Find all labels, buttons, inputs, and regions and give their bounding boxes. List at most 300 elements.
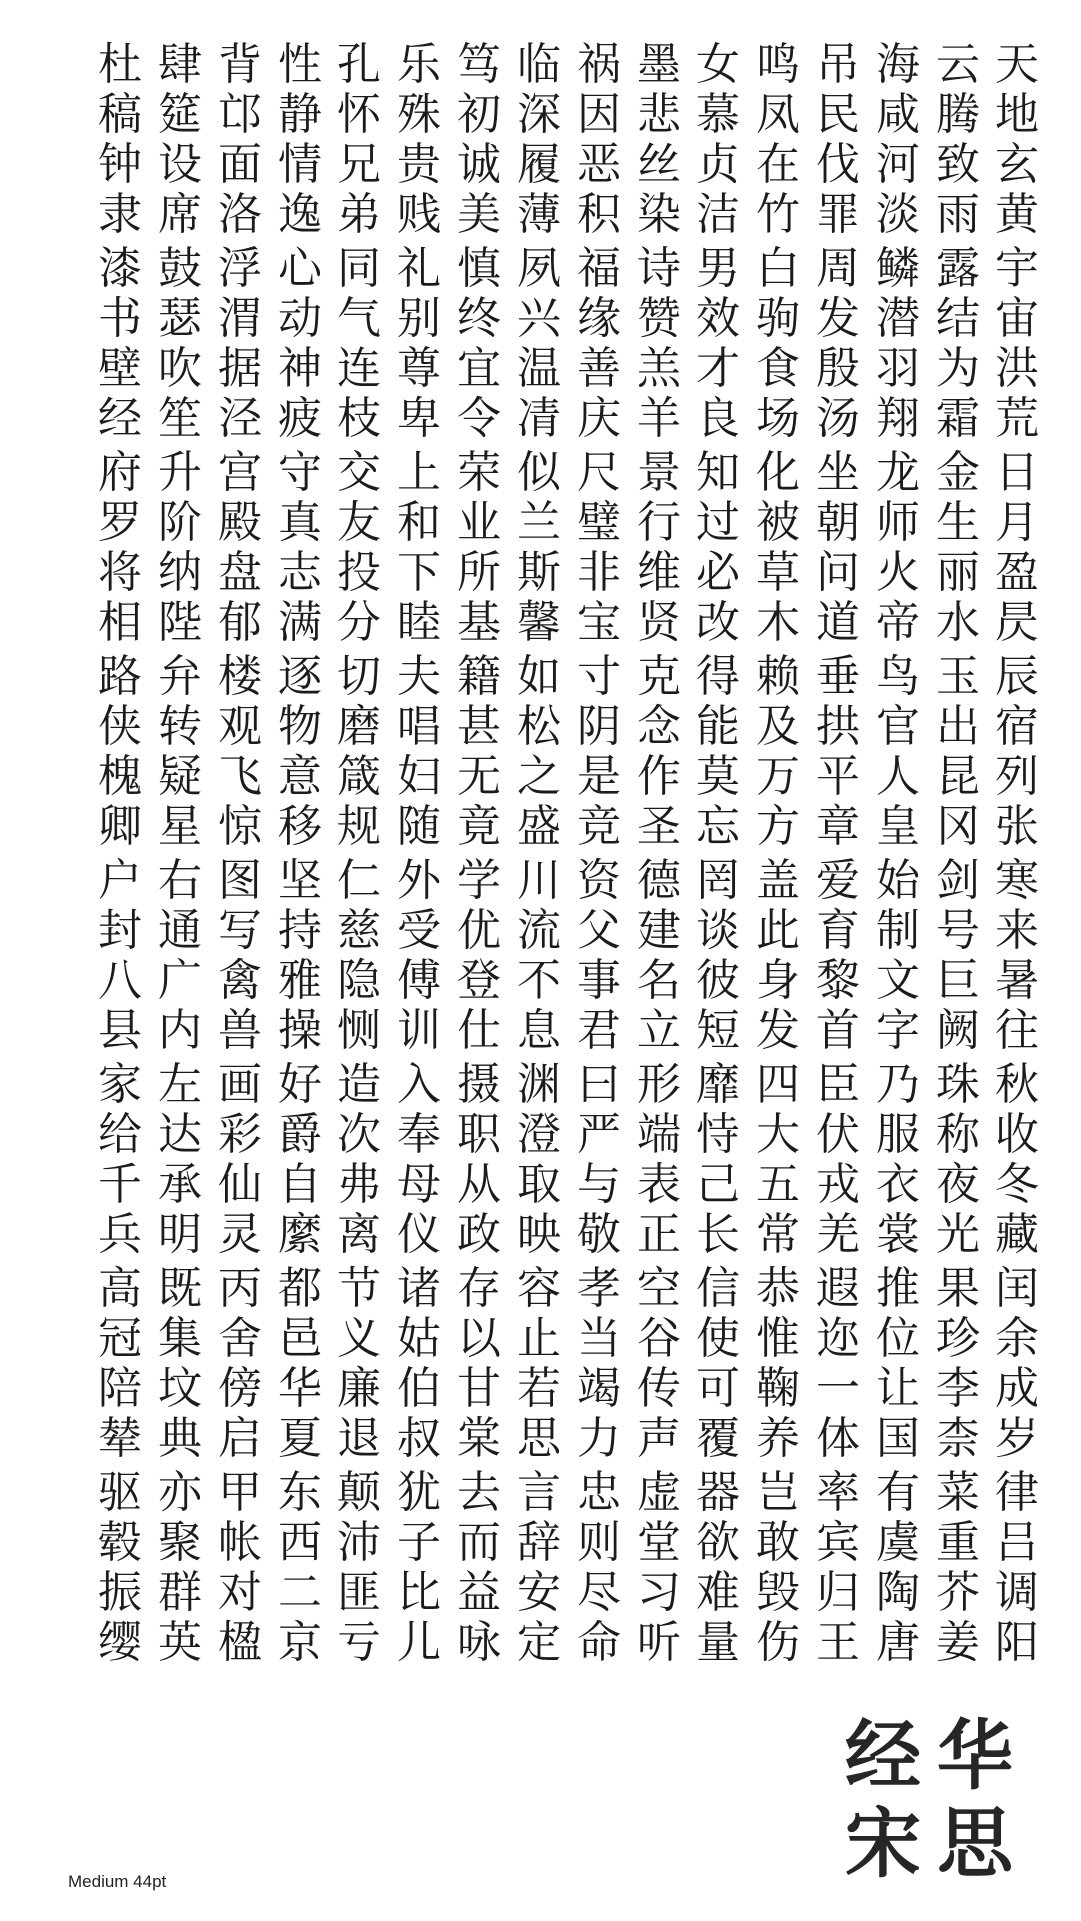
hanzi-glyph: 终 bbox=[457, 293, 501, 344]
hanzi-glyph: 维 bbox=[637, 547, 681, 598]
hanzi-glyph: 习 bbox=[637, 1567, 681, 1618]
hanzi-glyph: 达 bbox=[158, 1109, 202, 1160]
hanzi-glyph: 洛 bbox=[218, 189, 262, 240]
hanzi-glyph: 相 bbox=[98, 597, 142, 648]
hanzi-glyph: 称 bbox=[936, 1109, 980, 1160]
hanzi-glyph: 县 bbox=[98, 1005, 142, 1056]
hanzi-glyph: 亦 bbox=[158, 1467, 202, 1518]
hanzi-glyph: 内 bbox=[158, 1005, 202, 1056]
hanzi-glyph: 赖 bbox=[756, 651, 800, 702]
hanzi-glyph: 奉 bbox=[397, 1109, 441, 1160]
hanzi-glyph: 发 bbox=[756, 1005, 800, 1056]
hanzi-glyph: 阶 bbox=[158, 497, 202, 548]
hanzi-glyph: 自 bbox=[278, 1159, 322, 1210]
hanzi-glyph: 过 bbox=[696, 497, 740, 548]
hanzi-glyph: 剑 bbox=[936, 855, 980, 906]
hanzi-glyph: 基 bbox=[457, 597, 501, 648]
hanzi-glyph: 裳 bbox=[876, 1209, 920, 1260]
verse-column bbox=[573, 448, 625, 648]
hanzi-glyph: 吕 bbox=[995, 1517, 1039, 1568]
hanzi-glyph: 次 bbox=[337, 1109, 381, 1160]
hanzi-glyph: 谷 bbox=[637, 1313, 681, 1364]
verse-column bbox=[214, 40, 266, 240]
verse-column bbox=[333, 1264, 385, 1464]
hanzi-glyph: 集 bbox=[158, 1313, 202, 1364]
hanzi-glyph: 空 bbox=[637, 1263, 681, 1314]
hanzi-glyph: 京 bbox=[278, 1617, 322, 1668]
hanzi-glyph: 端 bbox=[637, 1109, 681, 1160]
hanzi-glyph: 既 bbox=[158, 1263, 202, 1314]
hanzi-glyph: 伯 bbox=[397, 1363, 441, 1414]
hanzi-glyph: 仙 bbox=[218, 1159, 262, 1210]
hanzi-glyph: 让 bbox=[876, 1363, 920, 1414]
hanzi-glyph: 杜 bbox=[98, 39, 142, 90]
hanzi-glyph: 暑 bbox=[995, 955, 1039, 1006]
hanzi-glyph: 柰 bbox=[936, 1413, 980, 1464]
hanzi-glyph: 枝 bbox=[337, 393, 381, 444]
hanzi-glyph: 玄 bbox=[995, 139, 1039, 190]
verse-column bbox=[453, 448, 505, 648]
hanzi-glyph: 与 bbox=[577, 1159, 621, 1210]
hanzi-glyph: 芥 bbox=[936, 1567, 980, 1618]
hanzi-glyph: 成 bbox=[995, 1363, 1039, 1414]
hanzi-glyph: 凊 bbox=[517, 393, 561, 444]
hanzi-glyph: 育 bbox=[816, 905, 860, 956]
hanzi-glyph: 养 bbox=[756, 1413, 800, 1464]
hanzi-glyph: 渊 bbox=[517, 1059, 561, 1110]
hanzi-glyph: 坟 bbox=[158, 1363, 202, 1414]
hanzi-glyph: 木 bbox=[756, 597, 800, 648]
verse-column bbox=[633, 1468, 685, 1668]
hanzi-glyph: 郁 bbox=[218, 597, 262, 648]
verse-column bbox=[393, 856, 445, 1056]
hanzi-glyph: 堂 bbox=[637, 1517, 681, 1568]
hanzi-glyph: 壁 bbox=[98, 343, 142, 394]
hanzi-glyph: 卑 bbox=[397, 393, 441, 444]
hanzi-glyph: 笙 bbox=[158, 393, 202, 444]
hanzi-glyph: 作 bbox=[637, 751, 681, 802]
hanzi-glyph: 章 bbox=[816, 801, 860, 852]
hanzi-glyph: 草 bbox=[756, 547, 800, 598]
verse-column bbox=[692, 1264, 744, 1464]
hanzi-glyph: 规 bbox=[337, 801, 381, 852]
verse-column bbox=[94, 40, 146, 240]
hanzi-glyph: 升 bbox=[158, 447, 202, 498]
hanzi-glyph: 转 bbox=[158, 701, 202, 752]
hanzi-glyph: 舍 bbox=[218, 1313, 262, 1364]
verse-column bbox=[692, 40, 744, 240]
hanzi-glyph: 男 bbox=[696, 243, 740, 294]
hanzi-glyph: 诚 bbox=[457, 139, 501, 190]
hanzi-glyph: 食 bbox=[756, 343, 800, 394]
hanzi-glyph: 夙 bbox=[517, 243, 561, 294]
hanzi-glyph: 同 bbox=[337, 243, 381, 294]
hanzi-glyph: 秋 bbox=[995, 1059, 1039, 1110]
hanzi-glyph: 斯 bbox=[517, 547, 561, 598]
hanzi-glyph: 振 bbox=[98, 1567, 142, 1618]
hanzi-glyph: 匪 bbox=[337, 1567, 381, 1618]
hanzi-glyph: 尺 bbox=[577, 447, 621, 498]
hanzi-glyph: 千 bbox=[98, 1159, 142, 1210]
hanzi-glyph: 对 bbox=[218, 1567, 262, 1618]
hanzi-glyph: 命 bbox=[577, 1617, 621, 1668]
verse-column bbox=[633, 652, 685, 852]
hanzi-glyph: 羔 bbox=[637, 343, 681, 394]
verse-column bbox=[94, 652, 146, 852]
hanzi-glyph: 露 bbox=[936, 243, 980, 294]
verse-column bbox=[872, 1468, 924, 1668]
hanzi-glyph: 纳 bbox=[158, 547, 202, 598]
hanzi-glyph: 高 bbox=[98, 1263, 142, 1314]
hanzi-glyph: 以 bbox=[457, 1313, 501, 1364]
verse-column bbox=[932, 244, 984, 444]
hanzi-glyph: 训 bbox=[397, 1005, 441, 1056]
hanzi-glyph: 珠 bbox=[936, 1059, 980, 1110]
hanzi-glyph: 受 bbox=[397, 905, 441, 956]
hanzi-glyph: 钟 bbox=[98, 139, 142, 190]
hanzi-glyph: 书 bbox=[98, 293, 142, 344]
hanzi-glyph: 唐 bbox=[876, 1617, 920, 1668]
hanzi-glyph: 遐 bbox=[816, 1263, 860, 1314]
hanzi-glyph: 别 bbox=[397, 293, 441, 344]
hanzi-glyph: 难 bbox=[696, 1567, 740, 1618]
hanzi-glyph: 在 bbox=[756, 139, 800, 190]
hanzi-glyph: 肆 bbox=[158, 39, 202, 90]
verse-column bbox=[513, 40, 565, 240]
hanzi-glyph: 爵 bbox=[278, 1109, 322, 1160]
hanzi-glyph: 垂 bbox=[816, 651, 860, 702]
hanzi-glyph: 阳 bbox=[995, 1617, 1039, 1668]
hanzi-glyph: 荣 bbox=[457, 447, 501, 498]
hanzi-glyph: 仁 bbox=[337, 855, 381, 906]
hanzi-glyph: 连 bbox=[337, 343, 381, 394]
hanzi-glyph: 才 bbox=[696, 343, 740, 394]
verse-column bbox=[453, 244, 505, 444]
hanzi-glyph: 短 bbox=[696, 1005, 740, 1056]
hanzi-glyph: 益 bbox=[457, 1567, 501, 1618]
hanzi-glyph: 海 bbox=[876, 39, 920, 90]
hanzi-glyph: 腾 bbox=[936, 89, 980, 140]
brand-glyph: 思 bbox=[937, 1799, 1013, 1888]
hanzi-glyph: 首 bbox=[816, 1005, 860, 1056]
hanzi-glyph: 儿 bbox=[397, 1617, 441, 1668]
hanzi-glyph: 民 bbox=[816, 89, 860, 140]
verse-column bbox=[513, 652, 565, 852]
verse-column bbox=[154, 1468, 206, 1668]
verse-column bbox=[513, 448, 565, 648]
hanzi-glyph: 虞 bbox=[876, 1517, 920, 1568]
hanzi-glyph: 户 bbox=[98, 855, 142, 906]
verse-column bbox=[812, 856, 864, 1056]
hanzi-glyph: 左 bbox=[158, 1059, 202, 1110]
verse-column bbox=[393, 40, 445, 240]
verse-column bbox=[453, 40, 505, 240]
hanzi-glyph: 师 bbox=[876, 497, 920, 548]
verse-column bbox=[94, 856, 146, 1056]
hanzi-glyph: 覆 bbox=[696, 1413, 740, 1464]
hanzi-glyph: 雅 bbox=[278, 955, 322, 1006]
hanzi-glyph: 比 bbox=[397, 1567, 441, 1618]
verse-column bbox=[94, 1468, 146, 1668]
hanzi-glyph: 甘 bbox=[457, 1363, 501, 1414]
verse-column bbox=[752, 244, 804, 444]
hanzi-glyph: 坚 bbox=[278, 855, 322, 906]
hanzi-glyph: 侠 bbox=[98, 701, 142, 752]
hanzi-glyph: 被 bbox=[756, 497, 800, 548]
hanzi-glyph: 恭 bbox=[756, 1263, 800, 1314]
hanzi-glyph: 一 bbox=[816, 1363, 860, 1414]
hanzi-glyph: 楼 bbox=[218, 651, 262, 702]
hanzi-glyph: 入 bbox=[397, 1059, 441, 1110]
hanzi-glyph: 周 bbox=[816, 243, 860, 294]
hanzi-glyph: 经 bbox=[98, 393, 142, 444]
hanzi-glyph: 傅 bbox=[397, 955, 441, 1006]
verse-column bbox=[453, 856, 505, 1056]
hanzi-glyph: 君 bbox=[577, 1005, 621, 1056]
verse-column bbox=[333, 40, 385, 240]
hanzi-glyph: 得 bbox=[696, 651, 740, 702]
hanzi-glyph: 面 bbox=[218, 139, 262, 190]
hanzi-glyph: 星 bbox=[158, 801, 202, 852]
hanzi-glyph: 非 bbox=[577, 547, 621, 598]
hanzi-glyph: 漆 bbox=[98, 243, 142, 294]
hanzi-glyph: 宇 bbox=[995, 243, 1039, 294]
hanzi-glyph: 璧 bbox=[577, 497, 621, 548]
verse-column bbox=[692, 856, 744, 1056]
hanzi-glyph: 惟 bbox=[756, 1313, 800, 1364]
hanzi-glyph: 恻 bbox=[337, 1005, 381, 1056]
verse-column bbox=[154, 1060, 206, 1260]
hanzi-glyph: 位 bbox=[876, 1313, 920, 1364]
hanzi-glyph: 号 bbox=[936, 905, 980, 956]
hanzi-glyph: 善 bbox=[577, 343, 621, 394]
weight-size-caption: Medium 44pt bbox=[68, 1872, 167, 1891]
hanzi-glyph: 随 bbox=[397, 801, 441, 852]
hanzi-glyph: 泾 bbox=[218, 393, 262, 444]
verse-column bbox=[932, 40, 984, 240]
hanzi-glyph: 丽 bbox=[936, 547, 980, 598]
hanzi-glyph: 广 bbox=[158, 955, 202, 1006]
verse-column bbox=[274, 1264, 326, 1464]
hanzi-glyph: 深 bbox=[517, 89, 561, 140]
hanzi-glyph: 莫 bbox=[696, 751, 740, 802]
hanzi-glyph: 浮 bbox=[218, 243, 262, 294]
verse-column bbox=[812, 448, 864, 648]
hanzi-glyph: 真 bbox=[278, 497, 322, 548]
verse-column bbox=[812, 652, 864, 852]
hanzi-glyph: 冠 bbox=[98, 1313, 142, 1364]
verse-column bbox=[393, 1264, 445, 1464]
hanzi-glyph: 事 bbox=[577, 955, 621, 1006]
hanzi-glyph: 隐 bbox=[337, 955, 381, 1006]
hanzi-glyph: 毂 bbox=[98, 1517, 142, 1568]
hanzi-glyph: 制 bbox=[876, 905, 920, 956]
hanzi-glyph: 甚 bbox=[457, 701, 501, 752]
verse-column bbox=[573, 1468, 625, 1668]
hanzi-glyph: 将 bbox=[98, 547, 142, 598]
hanzi-glyph: 背 bbox=[218, 39, 262, 90]
hanzi-glyph: 必 bbox=[696, 547, 740, 598]
verse-column bbox=[333, 448, 385, 648]
hanzi-glyph: 庆 bbox=[577, 393, 621, 444]
verse-column bbox=[274, 1468, 326, 1668]
hanzi-glyph: 惊 bbox=[218, 801, 262, 852]
hanzi-glyph: 若 bbox=[517, 1363, 561, 1414]
hanzi-glyph: 疑 bbox=[158, 751, 202, 802]
hanzi-glyph: 朝 bbox=[816, 497, 860, 548]
hanzi-glyph: 之 bbox=[517, 751, 561, 802]
hanzi-glyph: 尽 bbox=[577, 1567, 621, 1618]
hanzi-glyph: 迩 bbox=[816, 1313, 860, 1364]
hanzi-glyph: 安 bbox=[517, 1567, 561, 1618]
hanzi-glyph: 己 bbox=[696, 1159, 740, 1210]
hanzi-glyph: 念 bbox=[637, 701, 681, 752]
hanzi-glyph: 颠 bbox=[337, 1467, 381, 1518]
hanzi-glyph: 悲 bbox=[637, 89, 681, 140]
hanzi-glyph: 信 bbox=[696, 1263, 740, 1314]
verse-column bbox=[214, 856, 266, 1056]
verse-column bbox=[633, 856, 685, 1056]
hanzi-glyph: 卿 bbox=[98, 801, 142, 852]
verse-column bbox=[453, 652, 505, 852]
hanzi-glyph: 金 bbox=[936, 447, 980, 498]
hanzi-glyph: 节 bbox=[337, 1263, 381, 1314]
hanzi-glyph: 调 bbox=[995, 1567, 1039, 1618]
hanzi-glyph: 羽 bbox=[876, 343, 920, 394]
hanzi-glyph: 戎 bbox=[816, 1159, 860, 1210]
hanzi-glyph: 笃 bbox=[457, 39, 501, 90]
hanzi-glyph: 陛 bbox=[158, 597, 202, 648]
hanzi-glyph: 设 bbox=[158, 139, 202, 190]
hanzi-glyph: 切 bbox=[337, 651, 381, 702]
hanzi-glyph: 移 bbox=[278, 801, 322, 852]
verse-column bbox=[692, 244, 744, 444]
hanzi-glyph: 光 bbox=[936, 1209, 980, 1260]
verse-column bbox=[991, 1468, 1043, 1668]
hanzi-glyph: 白 bbox=[756, 243, 800, 294]
hanzi-glyph: 明 bbox=[158, 1209, 202, 1260]
hanzi-glyph: 孝 bbox=[577, 1263, 621, 1314]
verse-column bbox=[154, 448, 206, 648]
hanzi-glyph: 初 bbox=[457, 89, 501, 140]
hanzi-glyph: 水 bbox=[936, 597, 980, 648]
hanzi-glyph: 毁 bbox=[756, 1567, 800, 1618]
verse-column bbox=[274, 856, 326, 1056]
hanzi-glyph: 睦 bbox=[397, 597, 441, 648]
hanzi-glyph: 取 bbox=[517, 1159, 561, 1210]
verse-column bbox=[633, 1264, 685, 1464]
verse-column bbox=[94, 1264, 146, 1464]
hanzi-glyph: 大 bbox=[756, 1109, 800, 1160]
hanzi-glyph: 孔 bbox=[337, 39, 381, 90]
verse-column bbox=[393, 652, 445, 852]
hanzi-glyph: 墨 bbox=[637, 39, 681, 90]
hanzi-glyph: 写 bbox=[218, 905, 262, 956]
verse-column bbox=[872, 244, 924, 444]
hanzi-glyph: 慎 bbox=[457, 243, 501, 294]
hanzi-glyph: 席 bbox=[158, 189, 202, 240]
hanzi-glyph: 诗 bbox=[637, 243, 681, 294]
hanzi-glyph: 逸 bbox=[278, 189, 322, 240]
hanzi-glyph: 息 bbox=[517, 1005, 561, 1056]
hanzi-glyph: 则 bbox=[577, 1517, 621, 1568]
hanzi-glyph: 德 bbox=[637, 855, 681, 906]
hanzi-glyph: 疲 bbox=[278, 393, 322, 444]
hanzi-glyph: 昃 bbox=[995, 597, 1039, 648]
hanzi-glyph: 改 bbox=[696, 597, 740, 648]
hanzi-glyph: 祸 bbox=[577, 39, 621, 90]
hanzi-glyph: 盘 bbox=[218, 547, 262, 598]
hanzi-glyph: 方 bbox=[756, 801, 800, 852]
hanzi-glyph: 名 bbox=[637, 955, 681, 1006]
hanzi-glyph: 映 bbox=[517, 1209, 561, 1260]
hanzi-glyph: 坐 bbox=[816, 447, 860, 498]
hanzi-glyph: 谈 bbox=[696, 905, 740, 956]
hanzi-glyph: 驱 bbox=[98, 1467, 142, 1518]
verse-column bbox=[991, 1264, 1043, 1464]
verse-column bbox=[872, 1264, 924, 1464]
hanzi-glyph: 路 bbox=[98, 651, 142, 702]
hanzi-glyph: 菜 bbox=[936, 1467, 980, 1518]
verse-column bbox=[812, 1264, 864, 1464]
verse-column bbox=[333, 244, 385, 444]
hanzi-glyph: 量 bbox=[696, 1617, 740, 1668]
hanzi-glyph: 官 bbox=[876, 701, 920, 752]
verse-column bbox=[214, 448, 266, 648]
hanzi-glyph: 洁 bbox=[696, 189, 740, 240]
brand-glyph: 经 bbox=[845, 1711, 921, 1800]
hanzi-glyph: 黄 bbox=[995, 189, 1039, 240]
hanzi-glyph: 忘 bbox=[696, 801, 740, 852]
hanzi-glyph: 忠 bbox=[577, 1467, 621, 1518]
hanzi-glyph: 都 bbox=[278, 1263, 322, 1314]
hanzi-glyph: 场 bbox=[756, 393, 800, 444]
hanzi-glyph: 箴 bbox=[337, 751, 381, 802]
hanzi-glyph: 家 bbox=[98, 1059, 142, 1110]
verse-column bbox=[633, 40, 685, 240]
hanzi-glyph: 鸟 bbox=[876, 651, 920, 702]
hanzi-glyph: 从 bbox=[457, 1159, 501, 1210]
hanzi-glyph: 服 bbox=[876, 1109, 920, 1160]
hanzi-glyph: 恃 bbox=[696, 1109, 740, 1160]
hanzi-glyph: 启 bbox=[218, 1413, 262, 1464]
verse-column bbox=[573, 244, 625, 444]
verse-column bbox=[513, 244, 565, 444]
hanzi-glyph: 景 bbox=[637, 447, 681, 498]
hanzi-glyph: 典 bbox=[158, 1413, 202, 1464]
verse-column bbox=[872, 652, 924, 852]
hanzi-glyph: 下 bbox=[397, 547, 441, 598]
hanzi-glyph: 如 bbox=[517, 651, 561, 702]
hanzi-glyph: 縻 bbox=[278, 1209, 322, 1260]
verse-column bbox=[633, 1060, 685, 1260]
hanzi-glyph: 化 bbox=[756, 447, 800, 498]
hanzi-glyph: 母 bbox=[397, 1159, 441, 1210]
hanzi-glyph: 邙 bbox=[218, 89, 262, 140]
hanzi-glyph: 优 bbox=[457, 905, 501, 956]
hanzi-glyph: 叔 bbox=[397, 1413, 441, 1464]
hanzi-glyph: 职 bbox=[457, 1109, 501, 1160]
hanzi-glyph: 有 bbox=[876, 1467, 920, 1518]
hanzi-glyph: 盈 bbox=[995, 547, 1039, 598]
hanzi-glyph: 来 bbox=[995, 905, 1039, 956]
hanzi-glyph: 乃 bbox=[876, 1059, 920, 1110]
verse-column bbox=[692, 652, 744, 852]
hanzi-glyph: 夜 bbox=[936, 1159, 980, 1210]
hanzi-glyph: 染 bbox=[637, 189, 681, 240]
hanzi-glyph: 此 bbox=[756, 905, 800, 956]
hanzi-glyph: 华 bbox=[278, 1363, 322, 1414]
